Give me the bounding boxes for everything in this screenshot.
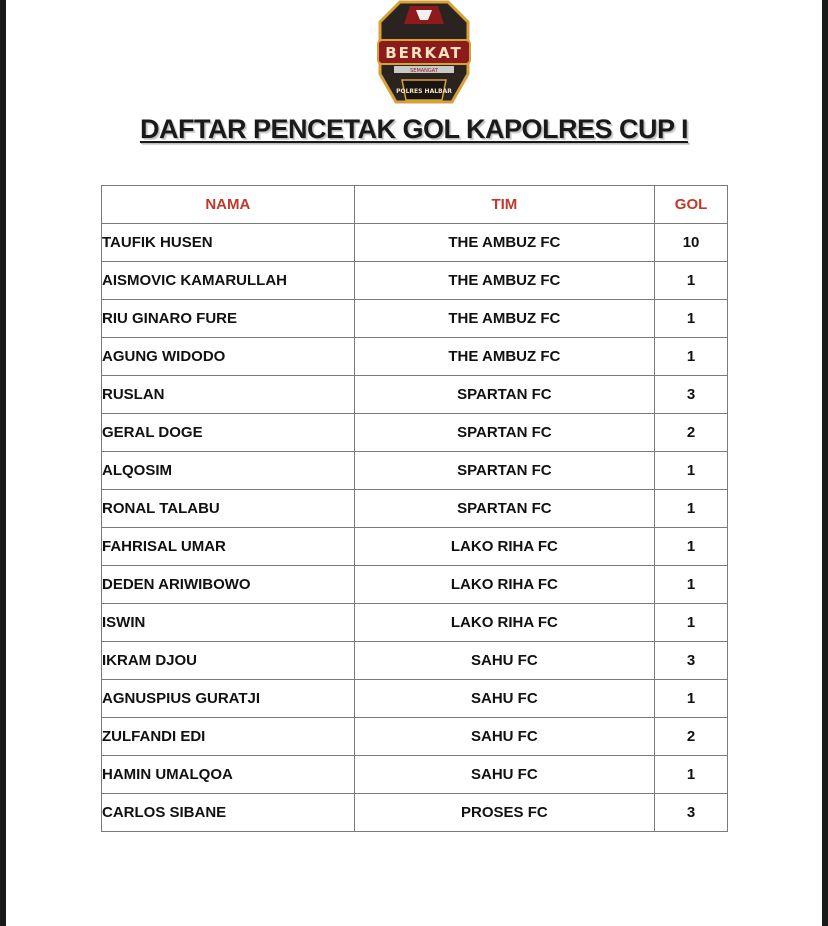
- player-name: RONAL TALABU: [102, 490, 355, 528]
- player-name: AISMOVIC KAMARULLAH: [102, 262, 355, 300]
- berkat-polres-halbar-logo: [370, 0, 478, 108]
- table-row: [102, 338, 728, 376]
- table-row: [102, 756, 728, 794]
- team-name: SAHU FC: [354, 718, 654, 756]
- goal-count: 1: [655, 566, 728, 604]
- team-name: THE AMBUZ FC: [354, 224, 654, 262]
- team-name: SPARTAN FC: [354, 414, 654, 452]
- table-row: [102, 566, 728, 604]
- table-row: [102, 224, 728, 262]
- column-header-name: NAMA: [102, 186, 355, 224]
- team-name: SAHU FC: [354, 680, 654, 718]
- table-row: [102, 604, 728, 642]
- player-name: AGUNG WIDODO: [102, 338, 355, 376]
- goal-count: 2: [655, 414, 728, 452]
- goal-count: 3: [655, 376, 728, 414]
- table-row: [102, 452, 728, 490]
- goal-count: 2: [655, 718, 728, 756]
- team-name: THE AMBUZ FC: [354, 262, 654, 300]
- table-row: [102, 680, 728, 718]
- table-row: [102, 794, 728, 832]
- player-name: ALQOSIM: [102, 452, 355, 490]
- team-name: SPARTAN FC: [354, 376, 654, 414]
- goal-count: 1: [655, 490, 728, 528]
- player-name: RUSLAN: [102, 376, 355, 414]
- team-name: LAKO RIHA FC: [354, 566, 654, 604]
- table-row: [102, 262, 728, 300]
- team-name: SPARTAN FC: [354, 452, 654, 490]
- player-name: ZULFANDI EDI: [102, 718, 355, 756]
- team-name: THE AMBUZ FC: [354, 300, 654, 338]
- svg-text:POLRES HALBAR: POLRES HALBAR: [396, 88, 452, 95]
- goal-count: 1: [655, 680, 728, 718]
- table-row: [102, 300, 728, 338]
- player-name: RIU GINARO FURE: [102, 300, 355, 338]
- table-row: [102, 490, 728, 528]
- team-name: LAKO RIHA FC: [354, 528, 654, 566]
- table-row: [102, 528, 728, 566]
- goal-count: 1: [655, 528, 728, 566]
- goal-count: 1: [655, 452, 728, 490]
- column-header-team: TIM: [354, 186, 654, 224]
- team-name: SAHU FC: [354, 756, 654, 794]
- player-name: IKRAM DJOU: [102, 642, 355, 680]
- player-name: ISWIN: [102, 604, 355, 642]
- player-name: CARLOS SIBANE: [102, 794, 355, 832]
- table-header-row: [102, 186, 728, 224]
- player-name: AGNUSPIUS GURATJI: [102, 680, 355, 718]
- table-row: [102, 414, 728, 452]
- top-scorers-table: [101, 185, 728, 832]
- team-name: LAKO RIHA FC: [354, 604, 654, 642]
- page-title: DAFTAR PENCETAK GOL KAPOLRES CUP I: [139, 114, 689, 144]
- goal-count: 1: [655, 338, 728, 376]
- team-name: SPARTAN FC: [354, 490, 654, 528]
- player-name: TAUFIK HUSEN: [102, 224, 355, 262]
- team-name: PROSES FC: [354, 794, 654, 832]
- goal-count: 1: [655, 300, 728, 338]
- table-row: [102, 642, 728, 680]
- goal-count: 3: [655, 794, 728, 832]
- goal-count: 1: [655, 756, 728, 794]
- player-name: FAHRISAL UMAR: [102, 528, 355, 566]
- svg-text:BERKAT: BERKAT: [385, 44, 463, 62]
- team-name: SAHU FC: [354, 642, 654, 680]
- player-name: HAMIN UMALQOA: [102, 756, 355, 794]
- column-header-goals: GOL: [655, 186, 728, 224]
- goal-count: 1: [655, 262, 728, 300]
- goal-count: 10: [655, 224, 728, 262]
- table-row: [102, 376, 728, 414]
- team-name: THE AMBUZ FC: [354, 338, 654, 376]
- svg-text:SEMANGAT: SEMANGAT: [410, 68, 438, 74]
- goal-count: 3: [655, 642, 728, 680]
- table-row: [102, 718, 728, 756]
- player-name: GERAL DOGE: [102, 414, 355, 452]
- goal-count: 1: [655, 604, 728, 642]
- player-name: DEDEN ARIWIBOWO: [102, 566, 355, 604]
